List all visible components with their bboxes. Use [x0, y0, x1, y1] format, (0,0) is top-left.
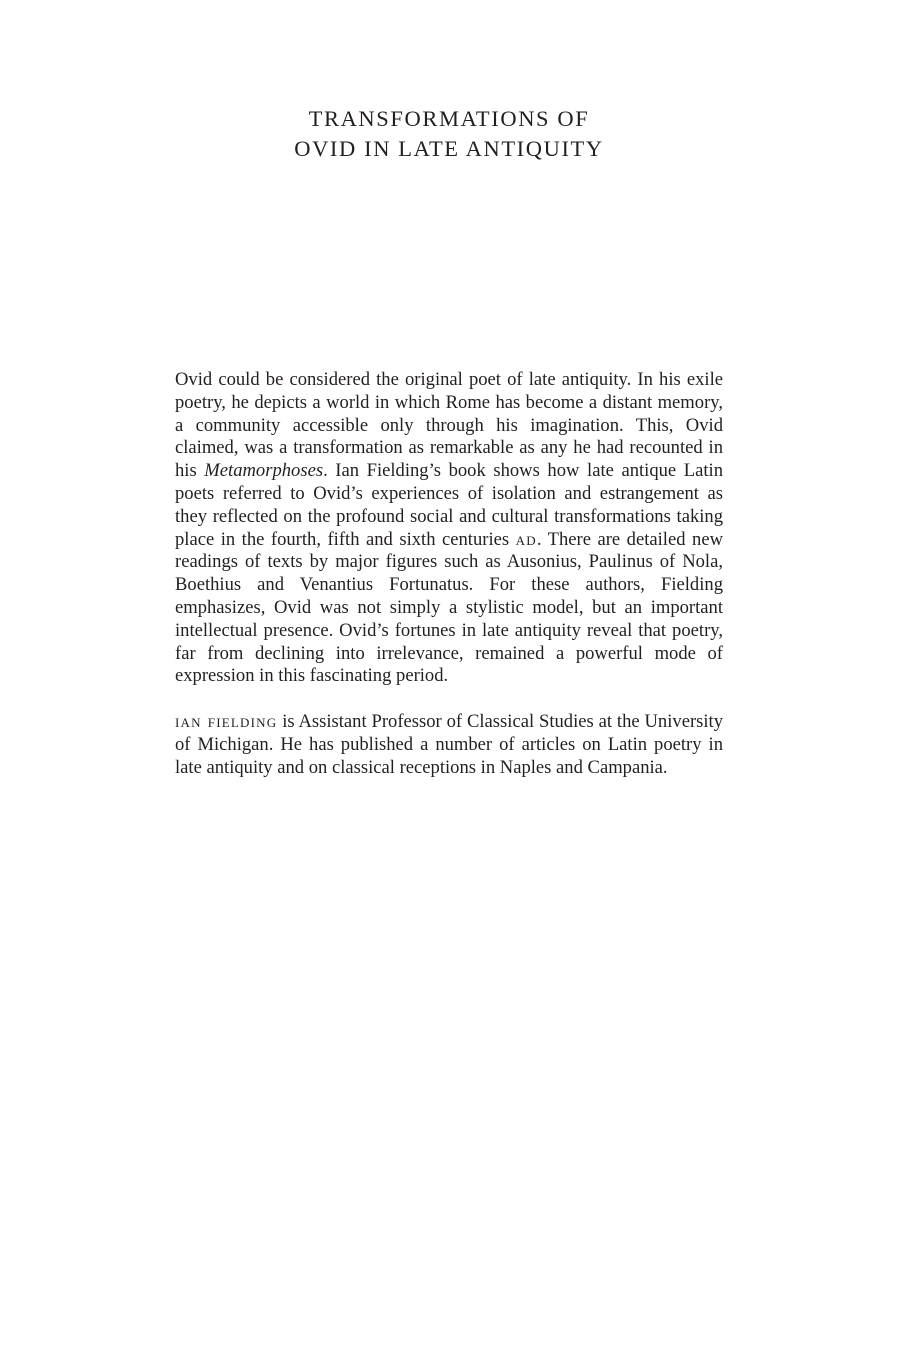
author-bio [175, 711, 723, 779]
body-text [175, 369, 723, 779]
book-description [175, 369, 723, 688]
book-title-line-1: TRANSFORMATIONS OF [308, 106, 590, 131]
author-bio-text: is Assistant Professor of Classical Studies at the University of Michigan. He has published a number of articles on Latin poetry in late antiquity and on classical receptions in Naples and Campania. [175, 710, 724, 778]
italic-work-title: Metamorphoses [204, 460, 324, 482]
description-text-2: . Ian Fielding’s book shows how late antique Latin poets referred to Ovid’s experiences of isolation and estrangement as they reflected on the profound social and cultural transformations taking place in the fourth, fifth and sixth centuries [175, 460, 723, 550]
description-text-3: . There are detailed new readings of texts by major figures such as Ausonius, Paulinus of Nola, Boethius and Venantius Fortunatus. For these authors, Fielding emphasizes, Ovid was not simply a stylistic model, but an important intellectual presence. Ovid’s fortunes in late antiquity reveal that poetry, far from declining into irrelevance, remained a powerful mode of expression in this fascinating period. [175, 528, 723, 687]
book-title-line-2: OVID IN LATE ANTIQUITY [294, 136, 604, 161]
era-abbreviation: ad [515, 528, 537, 550]
description-text-1: Ovid could be considered the original poet of late antiquity. In his exile poetry, he depicts a world in which Rome has become a distant memory, a community accessible only through his imagination. This, Ovid claimed, was a transformation as remarkable as any he had recounted in his [175, 369, 723, 482]
author-name: ian fielding [175, 710, 278, 732]
book-title [0, 104, 898, 164]
